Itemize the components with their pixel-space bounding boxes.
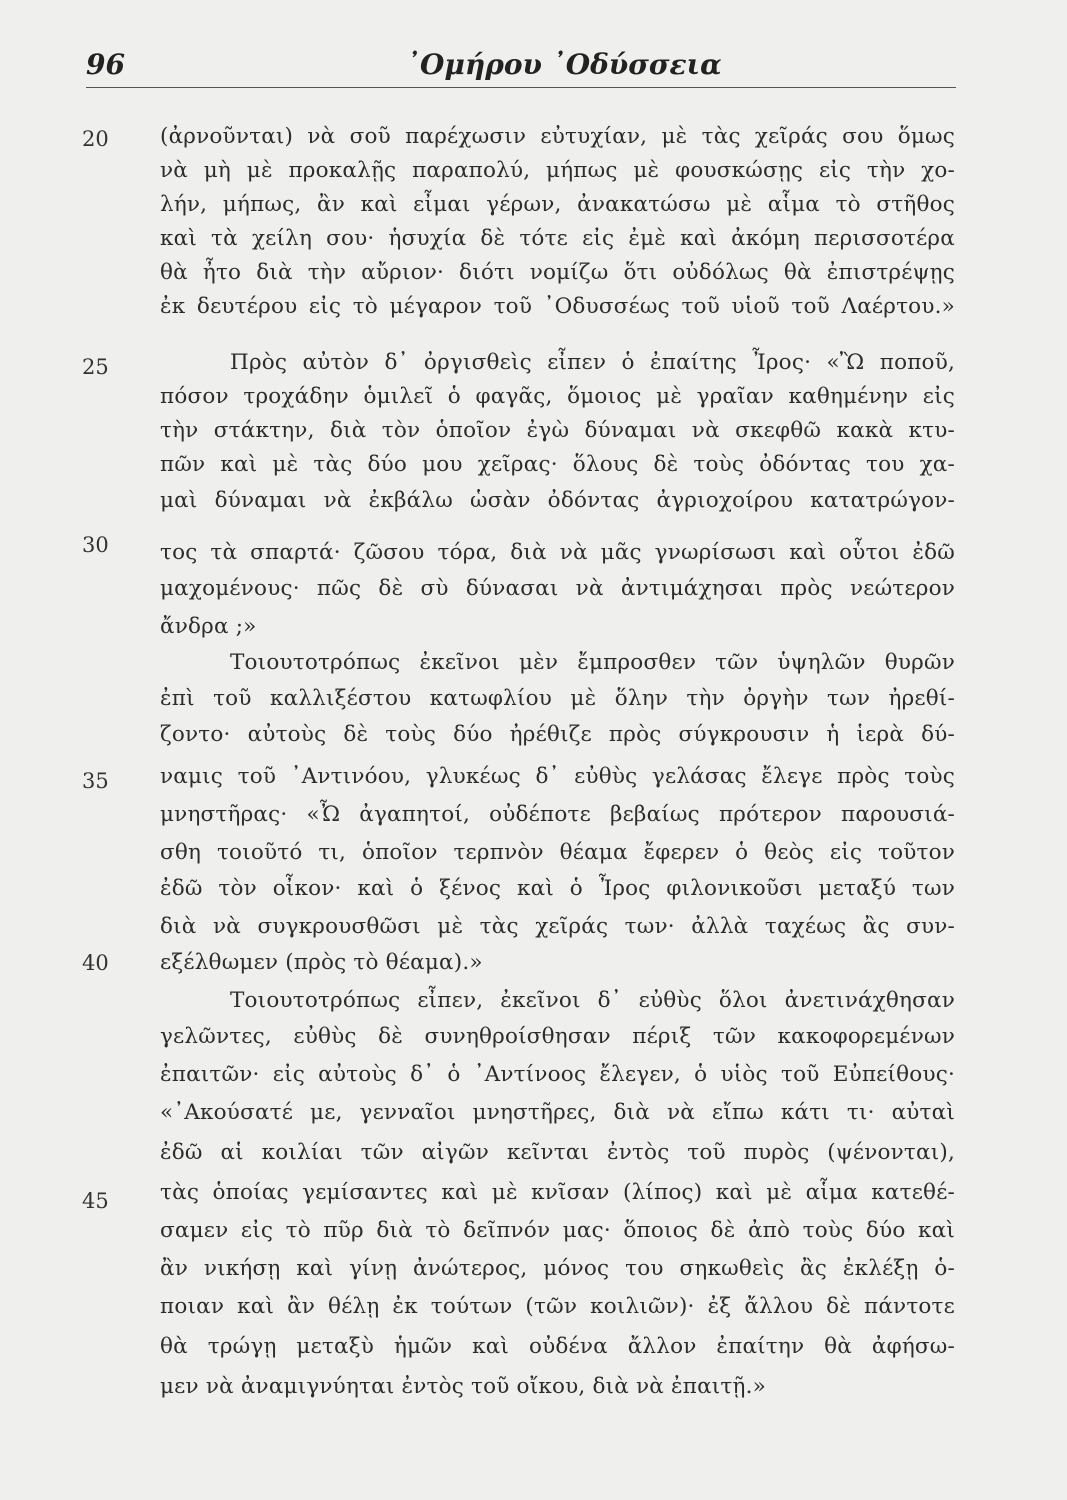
text-line: μεν νὰ ἀναμιγνύηται ἐντὸς τοῦ οἴκου, διὰ νὰ ἐπαιτῇ.» — [160, 1374, 766, 1399]
text-line: ποιαν καὶ ἂν θέλῃ ἐκ τούτων (τῶν κοιλιῶν)· ἐξ ἄλλου δὲ πάντοτε — [160, 1294, 955, 1319]
text-line: θὰ τρώγῃ μεταξὺ ἡμῶν καὶ οὐδένα ἄλλον ἐπαίτην θὰ ἀφήσω- — [160, 1334, 955, 1359]
text-line: Πρὸς αὐτὸν δ᾽ ὀργισθεὶς εἶπεν ὁ ἐπαίτης Ἶρος· «Ὢ ποποῦ, — [230, 350, 955, 375]
text-line: τὰς ὁποίας γεμίσαντες καὶ μὲ κνῖσαν (λίπος) καὶ μὲ αἷμα κατεθέ- — [160, 1180, 955, 1205]
text-line: μνηστῆρας· «Ὦ ἀγαπητοί, οὐδέποτε βεβαίως πρότερον παρουσιά- — [160, 802, 955, 827]
line-number: 30 — [82, 533, 109, 557]
text-line: ἂν νικήσῃ καὶ γίνῃ ἀνώτερος, μόνος του σηκωθεὶς ἂς ἐκλέξῃ ὁ- — [160, 1256, 955, 1281]
text-line: «᾽Ακούσατέ με, γενναῖοι μνηστῆρες, διὰ νὰ εἴπω κάτι τι· αὐταὶ — [160, 1100, 955, 1125]
text-line: νὰ μὴ μὲ προκαλῇς παραπολύ, μήπως μὲ φουσκώσῃς εἰς τὴν χο- — [160, 158, 955, 183]
text-line: (ἀρνοῦνται) νὰ σοῦ παρέχωσιν εὐτυχίαν, μὲ τὰς χεῖράς σου ὅμως — [160, 124, 955, 149]
text-line: ναμις τοῦ ᾽Αντινόου, γλυκέως δ᾽ εὐθὺς γελάσας ἔλεγε πρὸς τοὺς — [160, 764, 955, 789]
text-line: ζοντο· αὐτοὺς δὲ τοὺς δύο ἠρέθιζε πρὸς σύγκρουσιν ἡ ἱερὰ δύ- — [160, 722, 955, 747]
line-number: 20 — [82, 127, 109, 151]
text-line: τὴν στάκτην, διὰ τὸν ὁποῖον ἐγὼ δύναμαι νὰ σκεφθῶ κακὰ κτυ- — [160, 418, 955, 443]
line-number: 25 — [82, 355, 109, 379]
page-number: 96 — [86, 48, 125, 81]
text-line: ἐδῶ τὸν οἶκον· καὶ ὁ ξένος καὶ ὁ Ἶρος φιλονικοῦσι μεταξύ των — [160, 876, 955, 901]
line-number: 40 — [82, 951, 109, 975]
text-line: πῶν καὶ μὲ τὰς δύο μου χεῖρας· ὅλους δὲ τοὺς ὀδόντας του χα- — [160, 452, 955, 477]
text-line: ἐπὶ τοῦ καλλιξέστου κατωφλίου μὲ ὅλην τὴν ὀργὴν των ἠρεθί- — [160, 686, 955, 711]
text-line: σαμεν εἰς τὸ πῦρ διὰ τὸ δεῖπνόν μας· ὅποιος δὲ ἀπὸ τοὺς δύο καὶ — [160, 1218, 955, 1243]
text-line: πόσον τροχάδην ὁμιλεῖ ὁ φαγᾶς, ὅμοιος μὲ γραῖαν καθημένην εἰς — [160, 384, 955, 409]
text-line: ἐπαιτῶν· εἰς αὐτοὺς δ᾽ ὁ ᾽Αντίνοος ἔλεγεν, ὁ υἱὸς τοῦ Εὐπείθους· — [160, 1062, 955, 1087]
text-line: μαχομένους· πῶς δὲ σὺ δύνασαι νὰ ἀντιμάχησαι πρὸς νεώτερον — [160, 576, 955, 601]
text-line: Τοιουτοτρόπως εἶπεν, ἐκεῖνοι δ᾽ εὐθὺς ὅλοι ἀνετινάχθησαν — [230, 988, 955, 1013]
text-line: θὰ ἦτο διὰ τὴν αὔριον· διότι νομίζω ὅτι οὐδόλως θὰ ἐπιστρέψῃς — [160, 260, 955, 285]
text-line: μαὶ δύναμαι νὰ ἐκβάλω ὡσὰν ὀδόντας ἀγριοχοίρου κατατρώγον- — [160, 488, 955, 513]
running-title: ᾽Ομήρου ᾽Οδύσσεια — [406, 48, 722, 81]
line-number: 35 — [82, 769, 109, 793]
text-line: τος τὰ σπαρτά· ζῶσου τόρα, διὰ νὰ μᾶς γνωρίσωσι καὶ οὗτοι ἐδῶ — [160, 540, 955, 565]
line-number: 45 — [82, 1189, 109, 1213]
text-line: εξέλθωμεν (πρὸς τὸ θέαμα).» — [160, 950, 483, 975]
page-header — [86, 40, 956, 90]
text-line: λήν, μήπως, ἂν καὶ εἶμαι γέρων, ἀνακατώσω μὲ αἷμα τὸ στῆθος — [160, 192, 955, 217]
text-line: γελῶντες, εὐθὺς δὲ συνηθροίσθησαν πέριξ τῶν κακοφορεμένων — [160, 1024, 955, 1049]
text-line: ἄνδρα ;» — [160, 614, 257, 639]
text-line: ἐδῶ αἱ κοιλίαι τῶν αἰγῶν κεῖνται ἐντὸς τοῦ πυρὸς (ψένονται), — [160, 1140, 955, 1165]
text-line: σθη τοιοῦτό τι, ὁποῖον τερπνὸν θέαμα ἔφερεν ὁ θεὸς εἰς τοῦτον — [160, 840, 955, 865]
text-line: καὶ τὰ χείλη σου· ἡσυχία δὲ τότε εἰς ἐμὲ καὶ ἀκόμη περισσοτέρα — [160, 226, 955, 251]
text-line: ἐκ δευτέρου εἰς τὸ μέγαρον τοῦ ᾽Οδυσσέως τοῦ υἱοῦ τοῦ Λαέρτου.» — [160, 294, 955, 319]
text-line: Τοιουτοτρόπως ἐκεῖνοι μὲν ἔμπροσθεν τῶν ὑψηλῶν θυρῶν — [230, 650, 955, 675]
text-line: διὰ νὰ συγκρουσθῶσι μὲ τὰς χεῖράς των· ἀλλὰ ταχέως ἂς συν- — [160, 914, 955, 939]
header-rule — [86, 87, 956, 88]
